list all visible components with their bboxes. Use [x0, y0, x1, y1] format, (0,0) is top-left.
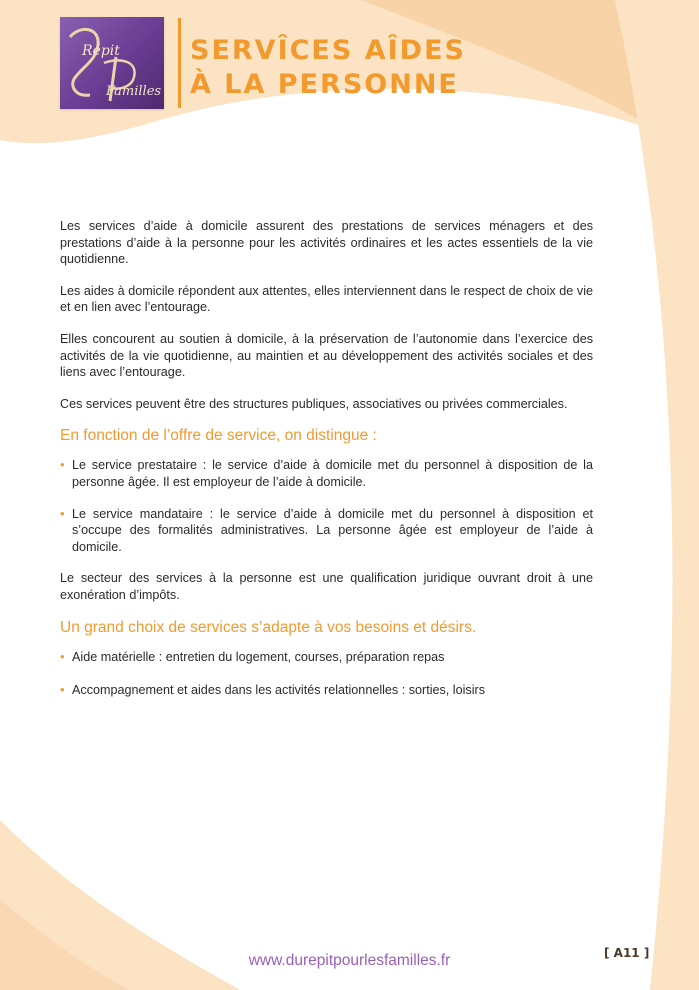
bullet-icon: •: [60, 505, 65, 521]
page-title: [190, 34, 466, 102]
bullet-icon: •: [60, 682, 65, 698]
main-content: [60, 218, 593, 714]
title-line-2: À LA PERSONNE: [190, 69, 459, 100]
page-number: [ A11 ]: [604, 946, 650, 960]
list-item-text: Le service mandataire : le service d’aide à domicile met du personnel à disposition et s’occupe des formalités administratives. La personne âgée est employeur de l’aide à domicile.: [72, 506, 593, 554]
paragraph-soutien: Elles concourent au soutien à domicile, à la préservation de l’autonomie dans l’exercice des activités de la vie quotidienne, au maintien et au développement des activités sociales et des liens avec l’entourage.: [60, 331, 593, 380]
list-item: [60, 506, 593, 556]
title-line-1: SERVÎCES AÎDES: [190, 35, 466, 66]
list-item: [60, 682, 593, 699]
footer-website-link[interactable]: www.durepitpourlesfamilles.fr: [248, 952, 451, 969]
list-item-text: Le service prestataire : le service d’aide à domicile met du personnel à disposition de la personne âgée. Il est employeur de l’aide à domicile.: [72, 458, 593, 489]
paragraph-structures: Ces services peuvent être des structures publiques, associatives ou privées commerciales.: [60, 396, 568, 411]
logo: [60, 17, 164, 109]
logo-emblem-icon: [60, 17, 164, 109]
paragraph-attentes: Les aides à domicile répondent aux attentes, elles interviennent dans le respect de choix de vie et en lien avec l’entourage.: [60, 283, 593, 315]
section-heading-offre: En fonction de l’offre de service, on distingue :: [60, 427, 377, 445]
bullet-icon: •: [60, 457, 65, 473]
list-item-text: Accompagnement et aides dans les activités relationnelles : sorties, loisirs: [72, 683, 485, 698]
title-divider: [178, 18, 181, 108]
bullet-icon: •: [60, 648, 65, 664]
list-item-text: Aide matérielle : entretien du logement, courses, préparation repas: [72, 649, 445, 664]
list-item: [60, 649, 593, 666]
section-heading-choix: Un grand choix de services s’adapte à vos besoins et désirs.: [60, 618, 477, 636]
paragraph-exoneration: Le secteur des services à la personne est une qualification juridique ouvrant droit à une exonération d’impôts.: [60, 571, 593, 602]
list-item: [60, 457, 593, 490]
paragraph-intro: Les services d’aide à domicile assurent des prestations de services ménagers et des prestations d’aide à la personne pour les activités ordinaires et les actes essentiels de la vie quotidienne.: [60, 219, 593, 267]
logo-bottom-text: Familles: [106, 84, 162, 99]
logo-top-text: Répit: [82, 43, 120, 59]
